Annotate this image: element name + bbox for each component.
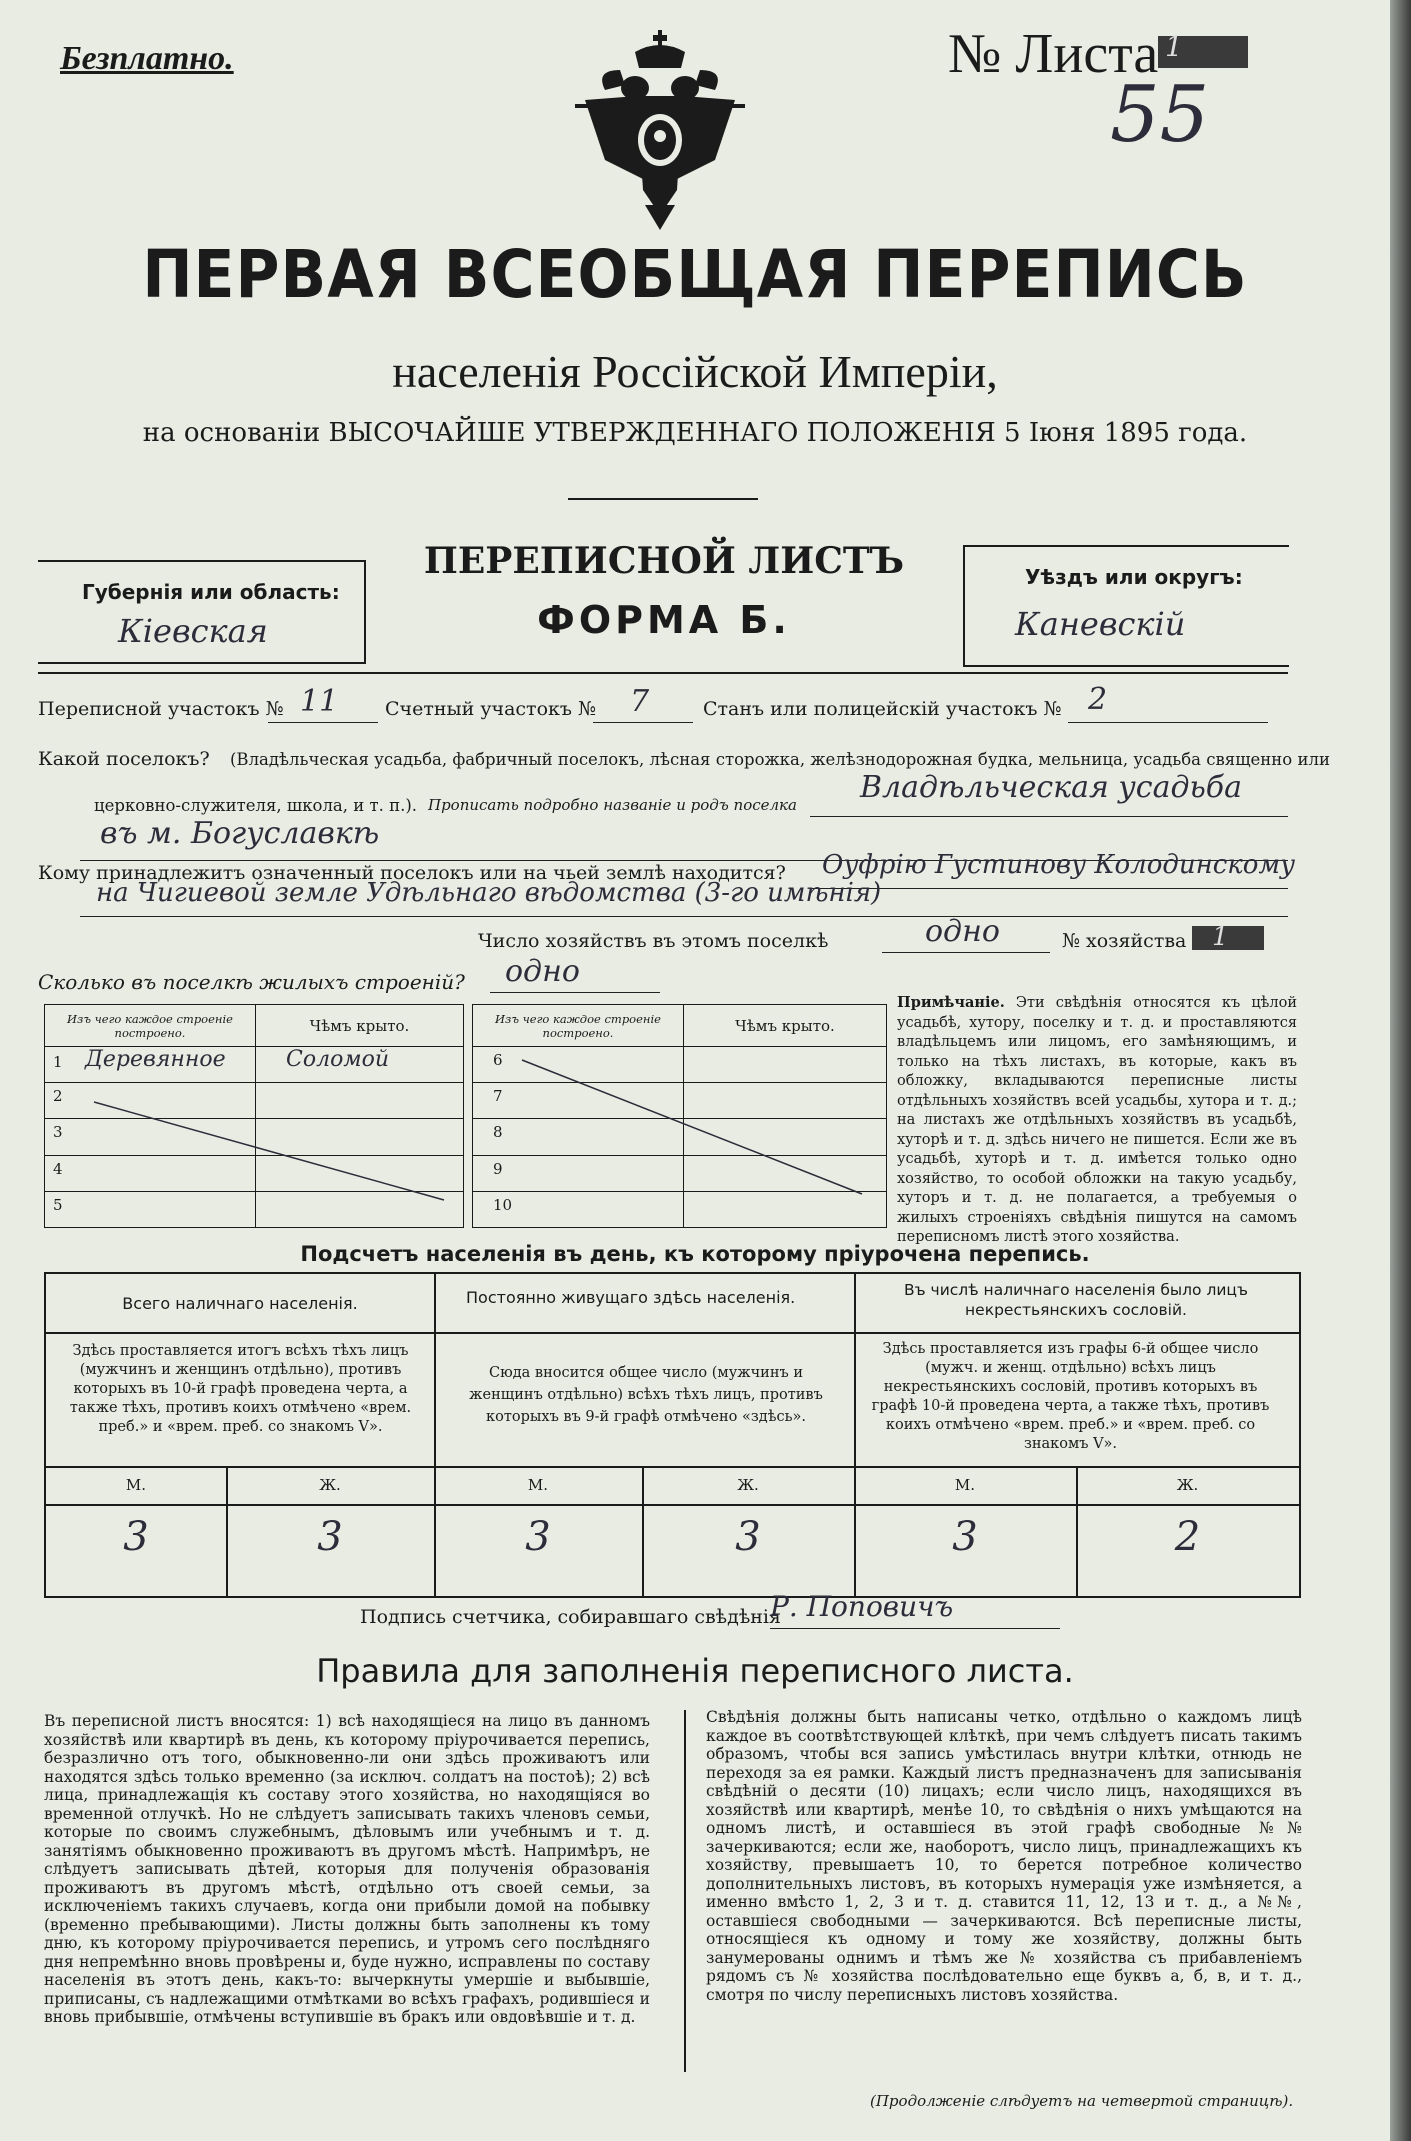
form-name: ФОРМА Б. (537, 598, 791, 642)
strike-line (44, 1004, 464, 1228)
camp-line (1068, 722, 1268, 723)
permanent-male-value[interactable]: 3 (525, 1514, 551, 1560)
row-number: 1 (53, 1053, 63, 1071)
total-population-title: Всего наличнаго населенія. (122, 1294, 358, 1313)
page-title: ПЕРВАЯ ВСЕОБЩАЯ ПЕРЕПИСЬ (142, 236, 1248, 314)
female-label: Ж. (319, 1476, 341, 1494)
owner-line (812, 888, 1288, 889)
household-no-value[interactable]: 1 (1212, 922, 1229, 952)
note-block (897, 993, 1297, 1248)
camp-label: Станъ или полицейскій участокъ № (703, 698, 1062, 720)
row-number: 5 (53, 1195, 63, 1214)
rules-left-column: Въ переписной листъ вносятся: 1) всѣ находящіеся на лицо въ данномъ хозяйствѣ или квартирѣ въ день, къ которому пріурочивается перепись, безразлично отъ того, обыкновенно-ли они здѣсь проживаютъ или находятся здѣсь только временно (за исключ. солдатъ на постоѣ); 2) всѣ лица, принадлежащія къ составу этого хозяйства, но находящіяся во временной отлучкѣ. Но не слѣдуетъ записывать такихъ членовъ семьи, которые по своимъ служебнымъ, дѣловымъ или учебнымъ и т. д. занятіямъ обыкновенно проживаютъ въ другомъ мѣстѣ. Напримѣръ, не слѣдуетъ записывать дѣтей, которыя для полученія образованія проживаютъ въ другомъ мѣстѣ, отдѣльно отъ своей семьи, за исключеніемъ такихъ случаевъ, когда они прибыли домой на побывку (временно пребывающими). Листы должны быть заполнены къ тому дню, къ которому пріурочивается перепись, и утромъ сего послѣдняго дня непремѣнно вновь провѣрены и, буде нужно, исправлены по составу населенія въ этотъ день, какъ-то: вычеркнуты умершіе и выбывшіе, приписаны, съ надлежащими отмѣтками во всѣхъ графахъ, родившіеся и вновь прибывшіе, отмѣчены вступившіе въ бракъ или овдовѣвшіе и т. д. (44, 1712, 650, 2026)
handwritten-sheet-number: 55 (1110, 70, 1210, 160)
count-area-line (593, 722, 693, 723)
material-header: Изъ чего каждое строеніе построено. (45, 1005, 256, 1047)
census-area-line (268, 722, 378, 723)
household-no-label: № хозяйства (1062, 930, 1187, 952)
male-label: М. (954, 1476, 976, 1494)
female-label: Ж. (737, 1476, 759, 1494)
census-area-value[interactable]: 11 (300, 684, 339, 719)
row-number: 4 (53, 1159, 63, 1178)
female-label: Ж. (1176, 1476, 1199, 1494)
non-peasant-title: Въ числѣ наличнаго населенія было лицъ некрестьянскихъ сословій. (904, 1281, 1248, 1319)
continued-note: (Продолженіе слѣдуетъ на четвертой страницѣ). (870, 2092, 1294, 2110)
total-male-value[interactable]: 3 (123, 1514, 149, 1560)
permanent-female-value[interactable]: 3 (735, 1514, 761, 1560)
male-label: М. (527, 1476, 549, 1494)
material-header: Изъ чего каждое строеніе построено. (473, 1005, 684, 1047)
form-title: ПЕРЕПИСНОЙ ЛИСТЪ (423, 540, 905, 582)
buildings-value[interactable]: одно (505, 954, 580, 989)
total-population-desc: Здѣсь проставляется итогъ всѣхъ тѣхъ лицъ (мужчинъ и женщинъ отдѣльно), противъ которыхъ въ 10-й графѣ проведена черта, а также тѣхъ, противъ коихъ отмѣчено «врем. преб.» и «врем. преб. со знакомъ V». (69, 1343, 412, 1435)
signature-label: Подпись счетчика, собиравшаго свѣдѣнія (360, 1606, 781, 1628)
divider (38, 672, 1288, 674)
buildings-line (490, 992, 660, 993)
row-number: 10 (493, 1195, 513, 1214)
settlement-label: Какой поселокъ? (38, 748, 210, 770)
camp-value[interactable]: 2 (1088, 682, 1108, 717)
sheet-number-value: 1 (1165, 30, 1183, 63)
note-text: Эти свѣдѣнія относятся къ цѣлой усадьбѣ, хутору, поселку и т. д. и проставляются владѣльцемъ или лицомъ, его замѣняющимъ, и только на тѣхъ листахъ, въ которые, какъ въ обложку, вкладываются переписные листы отдѣльныхъ хозяйствъ всей усадьбы, хутора и т. д.; на листахъ же отдѣльныхъ хозяйствъ въ усадьбѣ, хуторѣ и т. д. здѣсь ничего не пишется. Если же въ усадьбѣ, хуторѣ и т. д. имѣется только одно хозяйство, то особой обложки на такую усадьбу, хуторъ и т. д. не полагается, а требуемыя о жилыхъ строеніяхъ свѣдѣнія пишутся на самомъ переписномъ листѣ этого хозяйства. (897, 995, 1297, 1245)
strike-line (472, 1004, 887, 1228)
owner-value-2[interactable]: на Чигиевой земле Удѣльнаго вѣдомства (3-го имѣнія) (96, 878, 882, 908)
settlement-hint: (Владѣльческая усадьба, фабричный поселокъ, лѣсная сторожка, желѣзнодорожная будка, мельница, усадьба священно или (230, 750, 1330, 769)
district-box (963, 545, 1289, 667)
row-number: 3 (53, 1123, 63, 1142)
material-value[interactable]: Деревянное (85, 1047, 226, 1072)
population-heading: Подсчетъ населенія въ день, къ которому пріурочена перепись. (300, 1242, 1090, 1266)
column-divider (684, 1710, 686, 2072)
page-subtitle: населенія Россійской Имперіи, (392, 346, 998, 397)
households-line (882, 952, 1050, 953)
rules-title: Правила для заполненія переписного листа. (316, 1652, 1074, 1690)
sheet-number-label: № Листа (948, 23, 1159, 85)
total-female-value[interactable]: 3 (317, 1514, 343, 1560)
households-value[interactable]: одно (925, 914, 1000, 949)
owner-label: Кому принадлежитъ означенный поселокъ или на чьей землѣ находится? (38, 862, 786, 884)
non-peasant-female-value[interactable]: 2 (1174, 1514, 1201, 1560)
count-area-label: Счетный участокъ № (385, 698, 596, 720)
roof-header: Чѣмъ крыто. (256, 1005, 464, 1047)
settlement-hint-2: церковно-служителя, школа, и т. п.). (94, 796, 418, 815)
note-title: Примѣчаніе. (897, 994, 1005, 1011)
page-edge (1390, 0, 1411, 2141)
rules-right-column: Свѣдѣнія должны быть написаны четко, отдѣльно о каждомъ лицѣ каждое въ соотвѣтствующей клѣткѣ, при чемъ слѣдуетъ писать такимъ образомъ, чтобы вся запись умѣстилась внутри клѣтки, отнюдь не переходя за ея рамки. Каждый листъ предназначенъ для записыванія свѣдѣній о десяти (10) лицахъ; если число лицъ, находящихся въ хозяйствѣ или квартирѣ, менѣе 10, то свѣдѣнія о нихъ умѣщаются на одномъ листѣ, и оставшіеся въ этой графѣ свободные №№ зачеркиваются; если же, наоборотъ, число лицъ, принадлежащихъ къ хозяйству, превышаетъ 10, то берется потребное количество дополнительныхъ листовъ, въ которыхъ нумерація уже измѣняется, а именно вмѣсто 1, 2, 3 и т. д. ставится 11, 12, 13 и т. д., а №№, оставшіеся свободными — зачеркиваются. Всѣ переписные листы, относящіеся къ одному и тому же хозяйству, должны быть занумерованы однимъ и тѣмъ же № хозяйства съ прибавленіемъ рядомъ съ № хозяйства послѣдовательно еще буквъ а, б, в, и т. д., смотря по числу переписныхъ листовъ хозяйства. (706, 1708, 1302, 2004)
buildings-label: Сколько въ поселкѣ жилыхъ строеній? (38, 970, 465, 994)
settlement-value-2[interactable]: въ м. Богуславкѣ (100, 816, 380, 851)
permanent-population-desc: Сюда вносится общее число (мужчинъ и женщинъ отдѣльно) всѣхъ тѣхъ лицъ, противъ которыхъ въ 9-й графѣ отмѣчено «здѣсь». (469, 1365, 823, 1425)
province-label: Губернія или область: (82, 580, 340, 604)
owner-line-2 (80, 916, 1288, 917)
divider (568, 498, 758, 500)
district-label: Уѣздъ или округъ: (1025, 565, 1243, 589)
row-number: 8 (493, 1123, 503, 1142)
province-box (38, 560, 366, 664)
settlement-value[interactable]: Владѣльческая усадьба (860, 770, 1243, 805)
non-peasant-desc: Здѣсь проставляется изъ графы 6-й общее число (мужч. и женщ. отдѣльно) всѣхъ лицъ некрестьянскихъ сословій, противъ которыхъ въ графѣ 10-й проведена черта, а также тѣхъ, противъ коихъ отмѣчено «врем. преб.» и «врем. преб. со знакомъ V». (871, 1341, 1270, 1452)
row-number: 6 (493, 1051, 503, 1069)
settlement-instruction: Прописать подробно названіе и родъ поселка (428, 796, 797, 814)
count-area-value[interactable]: 7 (630, 684, 650, 719)
page-basis: на основаніи ВЫСОЧАЙШЕ УТВЕРЖДЕННАГО ПОЛОЖЕНІЯ 5 Іюня 1895 года. (142, 418, 1248, 448)
roof-header: Чѣмъ крыто. (684, 1005, 887, 1047)
signature-line (770, 1628, 1060, 1629)
permanent-population-title: Постоянно живущаго здѣсь населенія. (466, 1288, 796, 1307)
signature-value[interactable]: Р. Поповичъ (770, 1590, 954, 1623)
owner-value[interactable]: Оуфрію Густинову Колодинскому (822, 850, 1296, 880)
roof-value[interactable]: Соломой (286, 1047, 389, 1072)
population-table (44, 1272, 1301, 1598)
settlement-line (810, 816, 1288, 817)
households-label: Число хозяйствъ въ этомъ поселкѣ (478, 930, 829, 952)
census-area-label: Переписной участокъ № (38, 698, 284, 720)
male-label: М. (125, 1476, 147, 1494)
free-label: Безплатно. (60, 40, 234, 77)
province-value: Кіевская (118, 612, 268, 650)
district-value: Каневскій (1015, 605, 1186, 643)
row-number: 2 (53, 1087, 63, 1106)
row-number: 7 (493, 1087, 503, 1106)
coat-of-arms-icon (565, 30, 755, 230)
row-number: 9 (493, 1159, 503, 1178)
non-peasant-male-value[interactable]: 3 (952, 1514, 978, 1560)
